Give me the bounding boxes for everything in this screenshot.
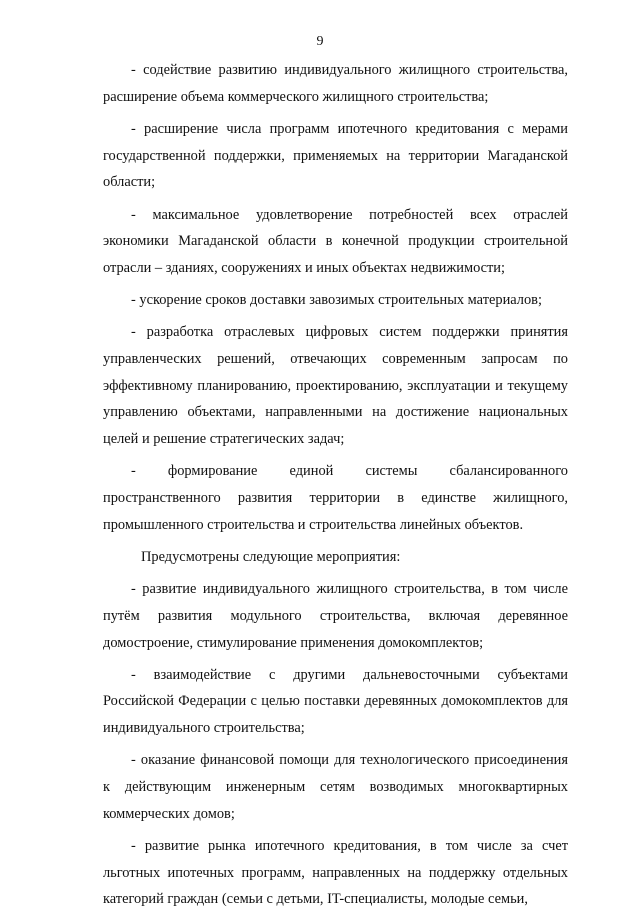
paragraph-goal-digital-systems: - разработка отраслевых цифровых систем поддержки принятия управленческих решений, отвечающих современным запросам по эффективному планированию, проектированию, эксплуатации и текущему управлению объектами, направленными на достижение национальных целей и решение стратегических задач; xyxy=(103,324,568,448)
paragraph-goal-mortgage-programs: - расширение числа программ ипотечного кредитования с мерами государственной поддержки, применяемых на территории Магаданской области; xyxy=(103,120,568,191)
paragraph-goal-ijs: - содействие развитию индивидуального жилищного строительства, расширение объема коммерческого жилищного строительства; xyxy=(103,62,568,105)
paragraph-goal-delivery: - ускорение сроков доставки завозимых строительных материалов; xyxy=(131,292,542,309)
paragraph-measure-financial-aid: - оказание финансовой помощи для технологического присоединения к действующим инженерным сетям возводимых многоквартирных коммерческих домов; xyxy=(103,752,568,822)
paragraph-measure-ijs: - развитие индивидуального жилищного строительства, в том числе путём развития модульного строительства, включая деревянное домостроение, стимулирование применения домокомплектов; xyxy=(103,581,568,651)
paragraph-goal-spatial-development: - формирование единой системы сбалансированного пространственного развития территории в единстве жилищного, промышленного строительства и строительства линейных объектов. xyxy=(103,463,568,533)
paragraph-measure-mortgage-market: - развитие рынка ипотечного кредитования, в том числе за счет льготных ипотечных программ, направленных на поддержку отдельных категорий граждан (семьи с детьми, IT-специалисты, молодые семьи, xyxy=(103,837,568,908)
document-body xyxy=(103,57,568,919)
measures-heading: Предусмотрены следующие мероприятия: xyxy=(141,548,401,565)
paragraph-goal-demand: - максимальное удовлетворение потребностей всех отраслей экономики Магаданской области в конечной продукции строительной отрасли – зданиях, сооружениях и иных объектах недвижимости; xyxy=(103,206,568,276)
paragraph-measure-cooperation: - взаимодействие с другими дальневосточными субъектами Российской Федерации с целью поставки деревянных домокомплектов для индивидуального строительства; xyxy=(103,666,568,737)
page-number: 9 xyxy=(316,34,324,49)
